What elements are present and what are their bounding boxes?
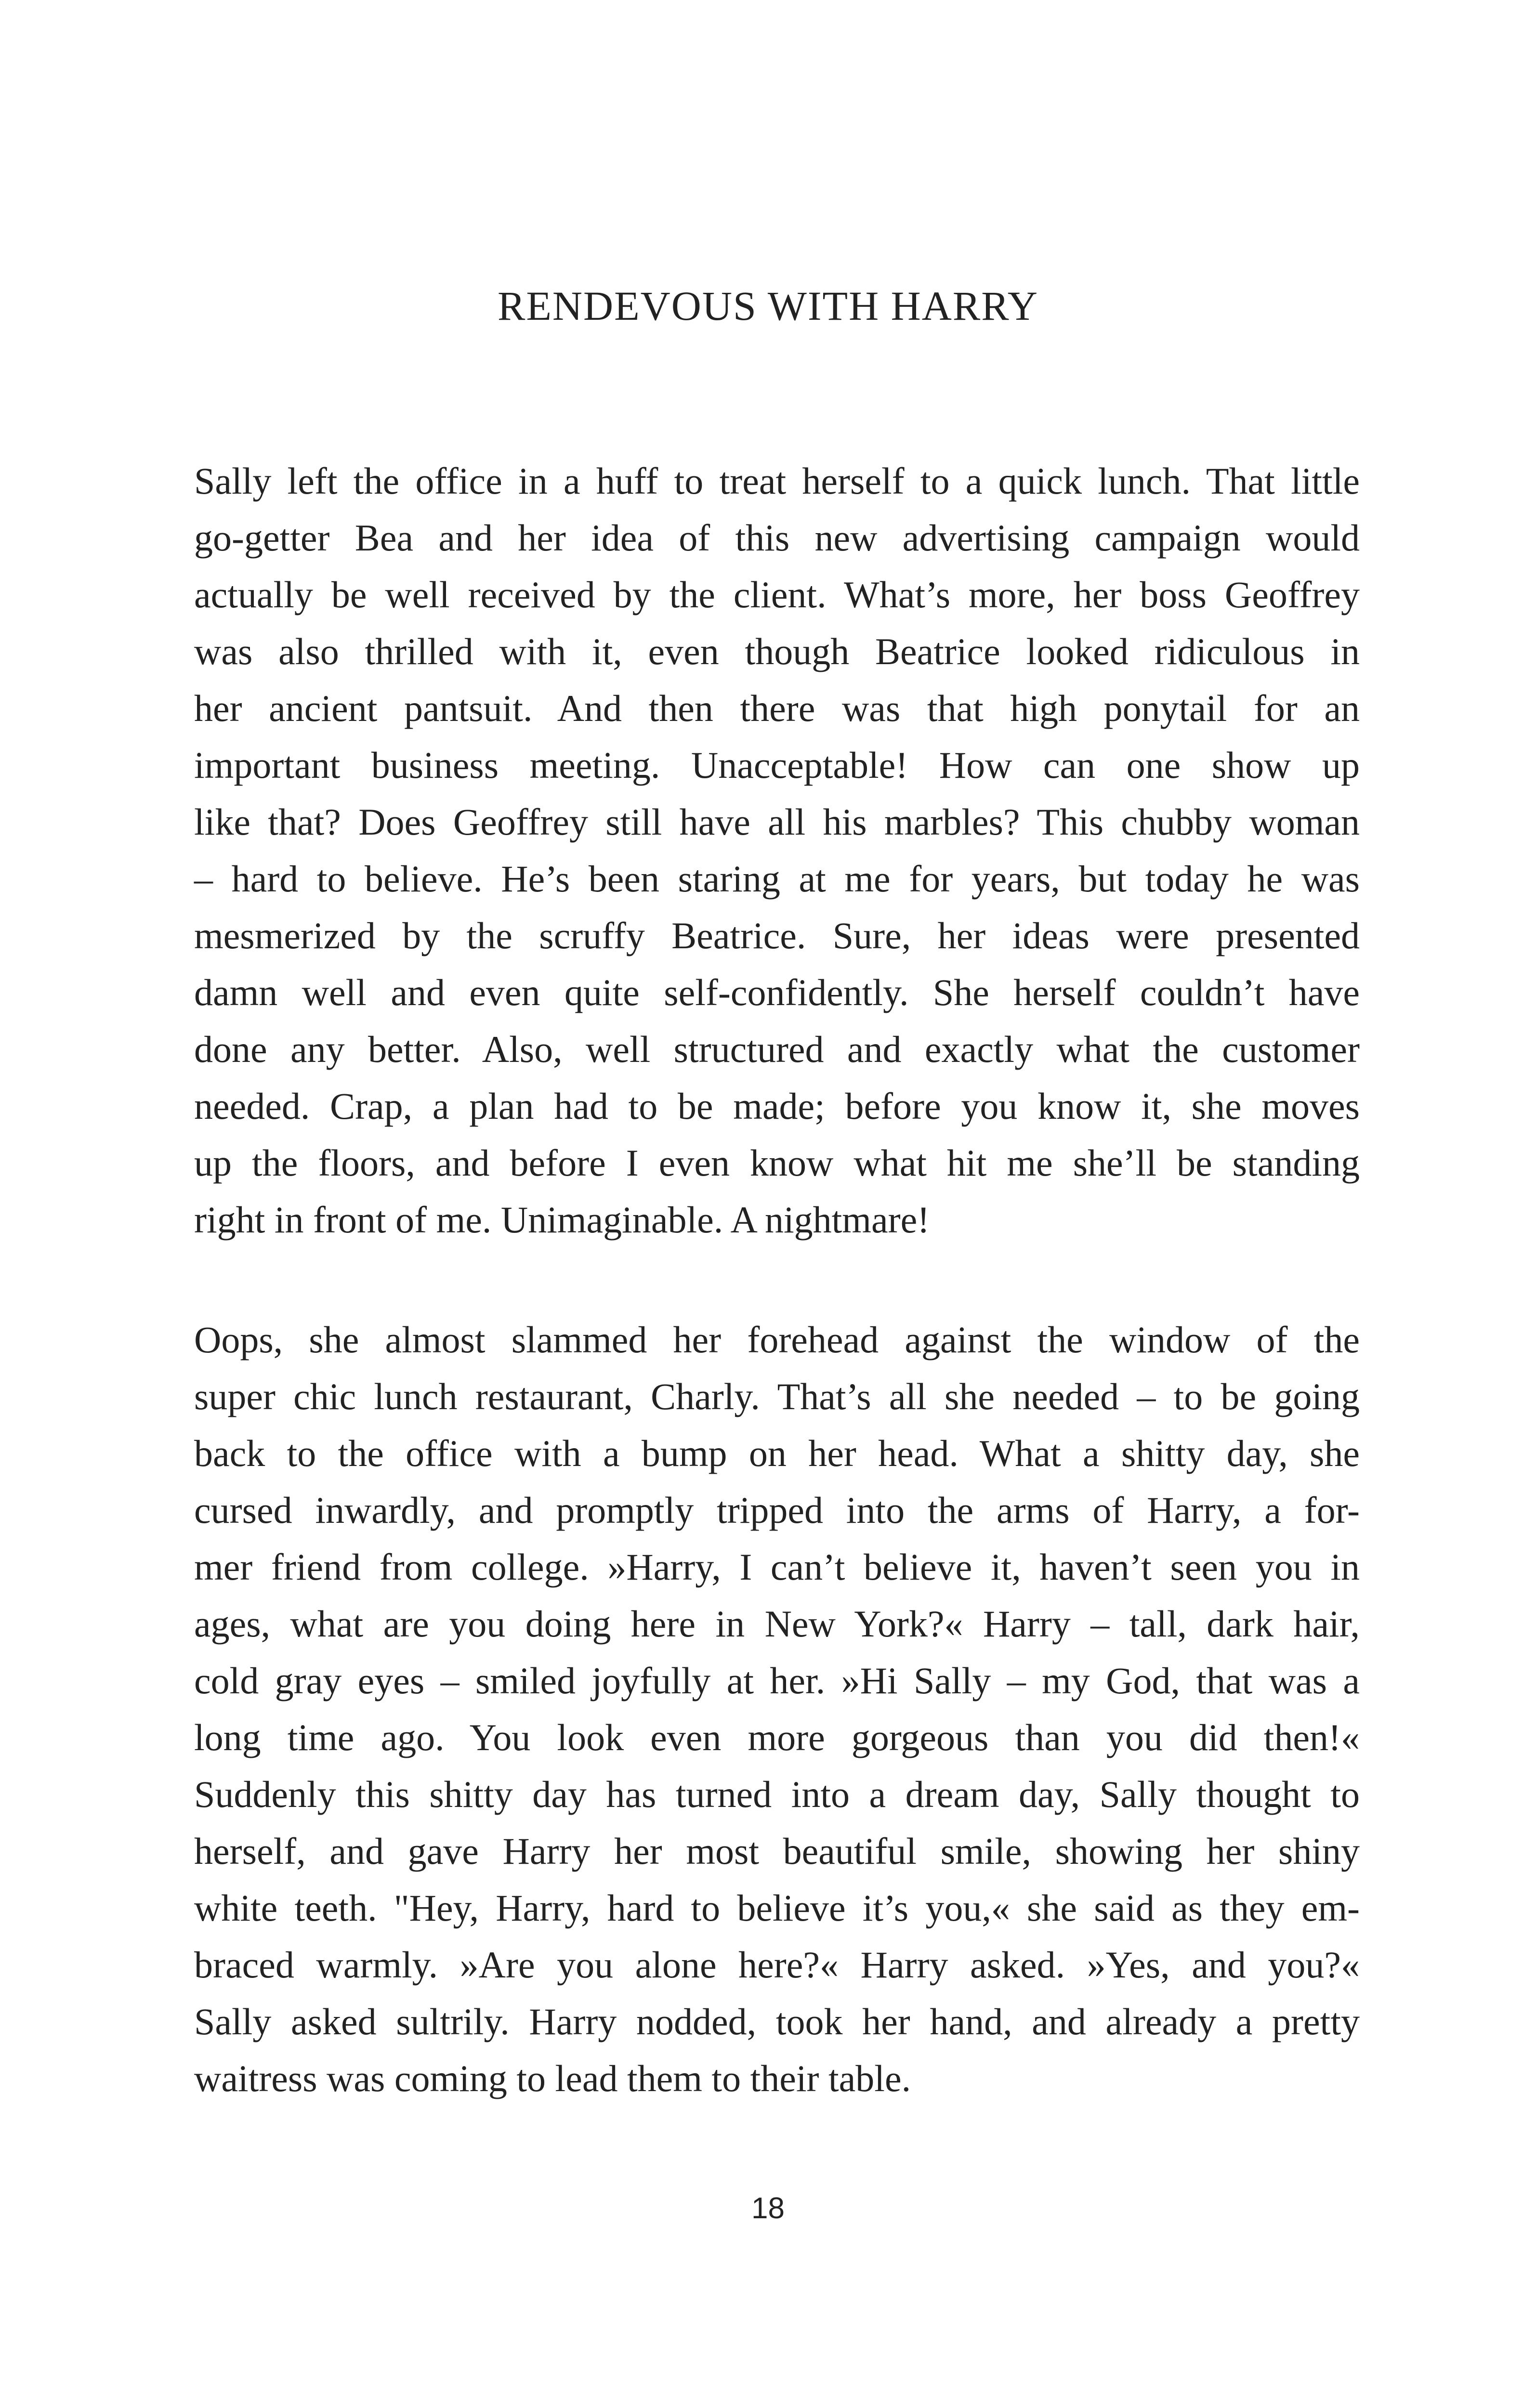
paragraph-1 — [194, 453, 1360, 1248]
text-line: go-getter Bea and her idea of this new advertising campaign would — [194, 517, 1360, 559]
page-number: 18 — [751, 2192, 785, 2225]
text-line: up the floors, and before I even know what hit me she’ll be standing — [194, 1142, 1360, 1184]
text-line: like that? Does Geoffrey still have all his marbles? This chubby woman — [194, 801, 1360, 843]
text-line: mesmerized by the scruffy Beatrice. Sure, her ideas were presented — [194, 915, 1360, 956]
text-line: was also thrilled with it, even though Beatrice looked ridiculous in — [194, 630, 1360, 672]
text-line: Suddenly this shitty day has turned into a dream day, Sally thought to — [194, 1773, 1360, 1815]
text-line: her ancient pantsuit. And then there was that high ponytail for an — [194, 687, 1360, 729]
text-line: herself, and gave Harry her most beautiful smile, showing her shiny — [194, 1830, 1360, 1872]
text-line: white teeth. "Hey, Harry, hard to believe it’s you,« she said as they em- — [194, 1887, 1360, 1929]
text-line: ages, what are you doing here in New York?« Harry – tall, dark hair, — [194, 1603, 1360, 1645]
text-line: damn well and even quite self-confidently. She herself couldn’t have — [194, 971, 1360, 1013]
text-line: actually be well received by the client. What’s more, her boss Geoffrey — [194, 574, 1360, 615]
paragraph-2 — [194, 1311, 1360, 2107]
text-line: needed. Crap, a plan had to be made; before you know it, she moves — [194, 1085, 1360, 1127]
text-line: long time ago. You look even more gorgeous than you did then!« — [194, 1716, 1360, 1758]
text-line: super chic lunch restaurant, Charly. That’s all she needed – to be going — [194, 1375, 1360, 1417]
text-line: important business meeting. Unacceptable! How can one show up — [194, 744, 1360, 786]
text-line: Sally asked sultrily. Harry nodded, took her hand, and already a pretty — [194, 2001, 1360, 2042]
text-line: cold gray eyes – smiled joyfully at her. »Hi Sally – my God, that was a — [194, 1660, 1360, 1701]
text-line: Oops, she almost slammed her forehead against the window of the — [194, 1319, 1360, 1361]
text-line: back to the office with a bump on her head. What a shitty day, she — [194, 1432, 1360, 1474]
text-line: braced warmly. »Are you alone here?« Harry asked. »Yes, and you?« — [194, 1944, 1360, 1986]
text-line: done any better. Also, well structured and exactly what the customer — [194, 1028, 1360, 1070]
chapter-title: RENDEVOUS WITH HARRY — [498, 283, 1038, 329]
text-line: cursed inwardly, and promptly tripped into the arms of Harry, a for- — [194, 1489, 1360, 1531]
text-line: waitress was coming to lead them to their table. — [194, 2057, 911, 2099]
text-line: mer friend from college. »Harry, I can’t believe it, haven’t seen you in — [194, 1546, 1360, 1588]
text-line: right in front of me. Unimaginable. A nightmare! — [194, 1199, 930, 1241]
text-line: Sally left the office in a huff to treat herself to a quick lunch. That little — [194, 460, 1360, 502]
text-line: – hard to believe. He’s been staring at me for years, but today he was — [194, 858, 1360, 900]
